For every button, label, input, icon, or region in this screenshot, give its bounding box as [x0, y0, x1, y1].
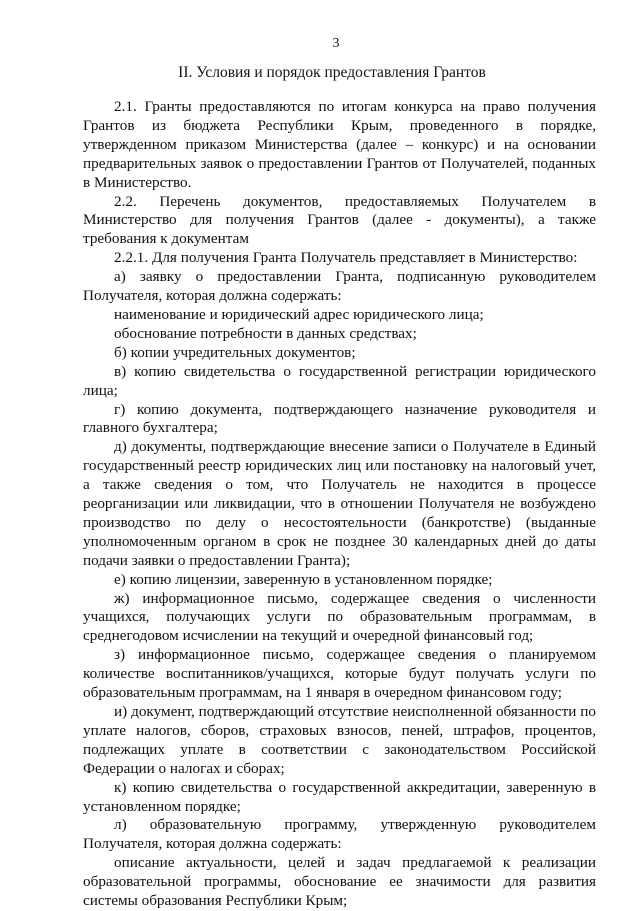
paragraph: в) копию свидетельства о государственной регистрации юридического лица;	[83, 362, 596, 399]
paragraph: е) копию лицензии, заверенную в установленном порядке;	[114, 570, 493, 588]
paragraph: 2.1. Гранты предоставляются по итогам конкурса на право получения Грантов из бюджета Республики Крым, проведенного в порядке, утвержденном приказом Министерства (далее – конкурс) и на основании предварительных заявок о предоставлении Грантов от Получателей, поданных в Министерство.	[83, 98, 596, 191]
paragraph: описание актуальности, целей и задач предлагаемой к реализации образовательной программы, обоснование ее значимости для развития системы образования Республики Крым;	[83, 854, 596, 910]
paragraph: з) информационное письмо, содержащее сведения о планируемом количестве воспитанников/учащихся, которые будут получать услуги по образовательным программам, на 1 января в очередном финансовом году;	[83, 646, 596, 702]
paragraph: д) документы, подтверждающие внесение записи о Получателе в Единый государственный реестр юридических лиц или постановку на налоговый учет, а также сведения о том, что Получатель не находится в процессе реорганизации или ликвидации, что в отношении Получателя не возбуждено производство по делу о несостоятельности (банкротстве) (выданные уполномоченным органом в срок не позднее 30 календарных дней до даты подачи заявки о предоставлении Гранта);	[83, 438, 596, 569]
paragraph: г) копию документа, подтверждающего назначение руководителя и главного бухгалтера;	[83, 400, 596, 437]
paragraph: к) копию свидетельства о государственной аккредитации, заверенную в установленном порядке;	[83, 778, 596, 815]
paragraph: ж) информационное письмо, содержащее сведения о численности учащихся, получающих услуги по образовательным программам, в среднегодовом исчислении на текущий и очередной финансовый год;	[83, 589, 596, 645]
paragraph: обоснование потребности в данных средствах;	[114, 324, 417, 342]
document-body	[83, 98, 596, 911]
paragraph: 2.2.1. Для получения Гранта Получатель представляет в Министерство:	[114, 249, 578, 267]
paragraph: и) документ, подтверждающий отсутствие неисполненной обязанности по уплате налогов, сборов, страховых взносов, пеней, штрафов, процентов, подлежащих уплате в соответствии с законодательством Российской Федерации о налогах и сборах;	[83, 703, 596, 777]
paragraph: а) заявку о предоставлении Гранта, подписанную руководителем Получателя, которая должна содержать:	[83, 268, 596, 305]
paragraph: б) копии учредительных документов;	[114, 343, 356, 361]
paragraph: 2.2. Перечень документов, предоставляемых Получателем в Министерство для получения Грантов (далее - документы), а также требования к документам	[83, 192, 596, 248]
section-title: II. Условия и порядок предоставления Грантов	[178, 64, 486, 81]
paragraph: л) образовательную программу, утвержденную руководителем Получателя, которая должна содержать:	[83, 816, 596, 853]
page-number: 3	[332, 36, 340, 51]
paragraph: наименование и юридический адрес юридического лица;	[114, 305, 484, 323]
